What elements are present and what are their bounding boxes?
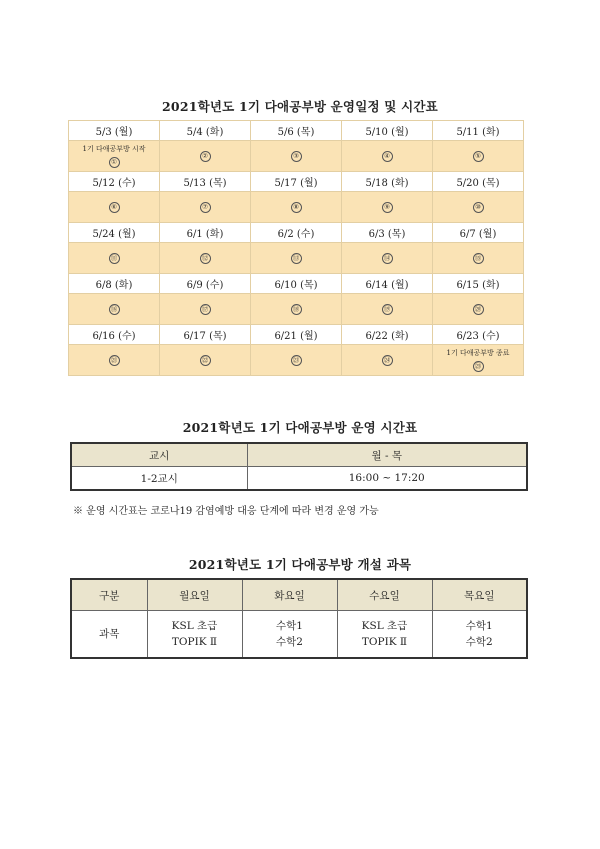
session-number: ㉑ bbox=[109, 355, 120, 366]
subject-item: KSL 초급 bbox=[361, 620, 408, 632]
session-number: ⑲ bbox=[382, 304, 393, 315]
schedule-date-cell: 6/1 (화) bbox=[160, 223, 251, 243]
session-number: ⑬ bbox=[291, 253, 302, 264]
subjects-header-tuesday: 화요일 bbox=[242, 579, 337, 611]
schedule-date-cell: 6/21 (월) bbox=[251, 325, 342, 345]
subject-item: 수학2 bbox=[465, 636, 493, 648]
subjects-header-thursday: 목요일 bbox=[432, 579, 527, 611]
schedule-session-cell bbox=[433, 141, 524, 172]
session-number: ⑰ bbox=[200, 304, 211, 315]
schedule-session-cell bbox=[251, 192, 342, 223]
schedule-date-cell: 6/15 (화) bbox=[433, 274, 524, 294]
session-number: ⑮ bbox=[473, 253, 484, 264]
timetable-header-days: 월 - 목 bbox=[247, 443, 527, 467]
schedule-table bbox=[68, 120, 524, 376]
schedule-session-row bbox=[69, 141, 524, 172]
schedule-date-cell: 5/20 (목) bbox=[433, 172, 524, 192]
session-number: ⑥ bbox=[109, 202, 120, 213]
schedule-date-cell: 5/17 (월) bbox=[251, 172, 342, 192]
subject-item: TOPIK Ⅱ bbox=[171, 636, 218, 648]
session-number: ⑨ bbox=[382, 202, 393, 213]
timetable-time-cell: 16:00 ~ 17:20 bbox=[247, 467, 527, 491]
schedule-date-cell: 6/2 (수) bbox=[251, 223, 342, 243]
schedule-session-cell bbox=[69, 345, 160, 376]
schedule-date-cell: 5/6 (목) bbox=[251, 121, 342, 141]
session-number: ⑩ bbox=[473, 202, 484, 213]
schedule-date-cell: 6/23 (수) bbox=[433, 325, 524, 345]
schedule-session-cell bbox=[160, 294, 251, 325]
session-number: ④ bbox=[382, 151, 393, 162]
session-number: ⑤ bbox=[473, 151, 484, 162]
timetable-period-cell: 1-2교시 bbox=[71, 467, 247, 491]
schedule-session-row bbox=[69, 345, 524, 376]
schedule-session-cell bbox=[69, 243, 160, 274]
schedule-date-cell: 6/17 (목) bbox=[160, 325, 251, 345]
session-number: ㉓ bbox=[291, 355, 302, 366]
schedule-session-cell bbox=[160, 345, 251, 376]
schedule-session-cell bbox=[69, 294, 160, 325]
session-number: ⑦ bbox=[200, 202, 211, 213]
subjects-table bbox=[70, 578, 528, 659]
schedule-date-cell: 5/12 (수) bbox=[69, 172, 160, 192]
subjects-cell-monday bbox=[147, 611, 242, 659]
subjects-title: 2021학년도 1기 다애공부방 개설 과목 bbox=[188, 557, 412, 572]
session-number: ⑫ bbox=[200, 253, 211, 264]
timetable-table bbox=[70, 442, 528, 491]
schedule-date-cell: 5/13 (목) bbox=[160, 172, 251, 192]
schedule-session-row bbox=[69, 192, 524, 223]
subjects-header-wednesday: 수요일 bbox=[337, 579, 432, 611]
schedule-session-cell bbox=[342, 192, 433, 223]
schedule-session-cell bbox=[251, 141, 342, 172]
subjects-row-label: 과목 bbox=[71, 611, 147, 659]
session-number: ㉒ bbox=[200, 355, 211, 366]
schedule-date-cell: 5/11 (화) bbox=[433, 121, 524, 141]
schedule-date-cell: 6/8 (화) bbox=[69, 274, 160, 294]
schedule-session-cell bbox=[433, 243, 524, 274]
subjects-header-monday: 월요일 bbox=[147, 579, 242, 611]
schedule-date-row bbox=[69, 223, 524, 243]
schedule-session-cell bbox=[342, 345, 433, 376]
schedule-session-cell bbox=[251, 294, 342, 325]
subjects-header-category: 구분 bbox=[71, 579, 147, 611]
subjects-cell-thursday bbox=[432, 611, 527, 659]
session-number: ⑧ bbox=[291, 202, 302, 213]
session-number: ① bbox=[109, 157, 120, 168]
schedule-date-cell: 6/3 (목) bbox=[342, 223, 433, 243]
subjects-cell-tuesday bbox=[242, 611, 337, 659]
timetable-title: 2021학년도 1기 다애공부방 운영 시간표 bbox=[182, 420, 418, 435]
schedule-date-cell: 5/18 (화) bbox=[342, 172, 433, 192]
session-number: ③ bbox=[291, 151, 302, 162]
schedule-session-cell bbox=[69, 192, 160, 223]
schedule-session-cell bbox=[433, 294, 524, 325]
subject-item: TOPIK Ⅱ bbox=[361, 636, 408, 648]
schedule-date-cell: 5/24 (월) bbox=[69, 223, 160, 243]
schedule-date-row bbox=[69, 172, 524, 192]
schedule-session-cell bbox=[433, 345, 524, 376]
schedule-session-cell bbox=[160, 141, 251, 172]
timetable-header-period: 교시 bbox=[71, 443, 247, 467]
schedule-date-row bbox=[69, 121, 524, 141]
subject-item: 수학2 bbox=[276, 636, 303, 648]
session-number: ⑳ bbox=[473, 304, 484, 315]
schedule-session-cell bbox=[160, 243, 251, 274]
session-number: ㉔ bbox=[382, 355, 393, 366]
schedule-date-cell: 6/16 (수) bbox=[69, 325, 160, 345]
schedule-session-cell bbox=[342, 294, 433, 325]
schedule-session-cell bbox=[342, 243, 433, 274]
schedule-date-row bbox=[69, 325, 524, 345]
schedule-date-cell: 6/10 (목) bbox=[251, 274, 342, 294]
schedule-note: 1기 다애공부방 종료 bbox=[446, 348, 510, 357]
schedule-session-cell bbox=[69, 141, 160, 172]
schedule-date-cell: 5/3 (월) bbox=[69, 121, 160, 141]
schedule-session-cell bbox=[433, 192, 524, 223]
schedule-note: 1기 다애공부방 시작 bbox=[82, 144, 146, 153]
schedule-session-cell bbox=[251, 243, 342, 274]
schedule-date-cell: 6/9 (수) bbox=[160, 274, 251, 294]
session-number: ② bbox=[200, 151, 211, 162]
session-number: ㉕ bbox=[473, 361, 484, 372]
schedule-session-cell bbox=[342, 141, 433, 172]
schedule-session-row bbox=[69, 243, 524, 274]
schedule-session-row bbox=[69, 294, 524, 325]
session-number: ⑯ bbox=[109, 304, 120, 315]
subjects-cell-wednesday bbox=[337, 611, 432, 659]
subject-item: 수학1 bbox=[276, 620, 303, 632]
session-number: ⑱ bbox=[291, 304, 302, 315]
subject-item: KSL 초급 bbox=[171, 620, 218, 632]
schedule-title: 2021학년도 1기 다애공부방 운영일정 및 시간표 bbox=[162, 99, 438, 114]
schedule-date-cell: 5/4 (화) bbox=[160, 121, 251, 141]
schedule-date-cell: 6/7 (월) bbox=[433, 223, 524, 243]
subject-item: 수학1 bbox=[465, 620, 493, 632]
timetable-footnote: ※ 운영 시간표는 코로나19 감염예방 대응 단계에 따라 변경 운영 가능 bbox=[73, 506, 379, 517]
schedule-date-row bbox=[69, 274, 524, 294]
schedule-session-cell bbox=[251, 345, 342, 376]
schedule-date-cell: 6/22 (화) bbox=[342, 325, 433, 345]
session-number: ⑭ bbox=[382, 253, 393, 264]
schedule-session-cell bbox=[160, 192, 251, 223]
schedule-date-cell: 6/14 (월) bbox=[342, 274, 433, 294]
schedule-date-cell: 5/10 (월) bbox=[342, 121, 433, 141]
session-number: ⑪ bbox=[109, 253, 120, 264]
